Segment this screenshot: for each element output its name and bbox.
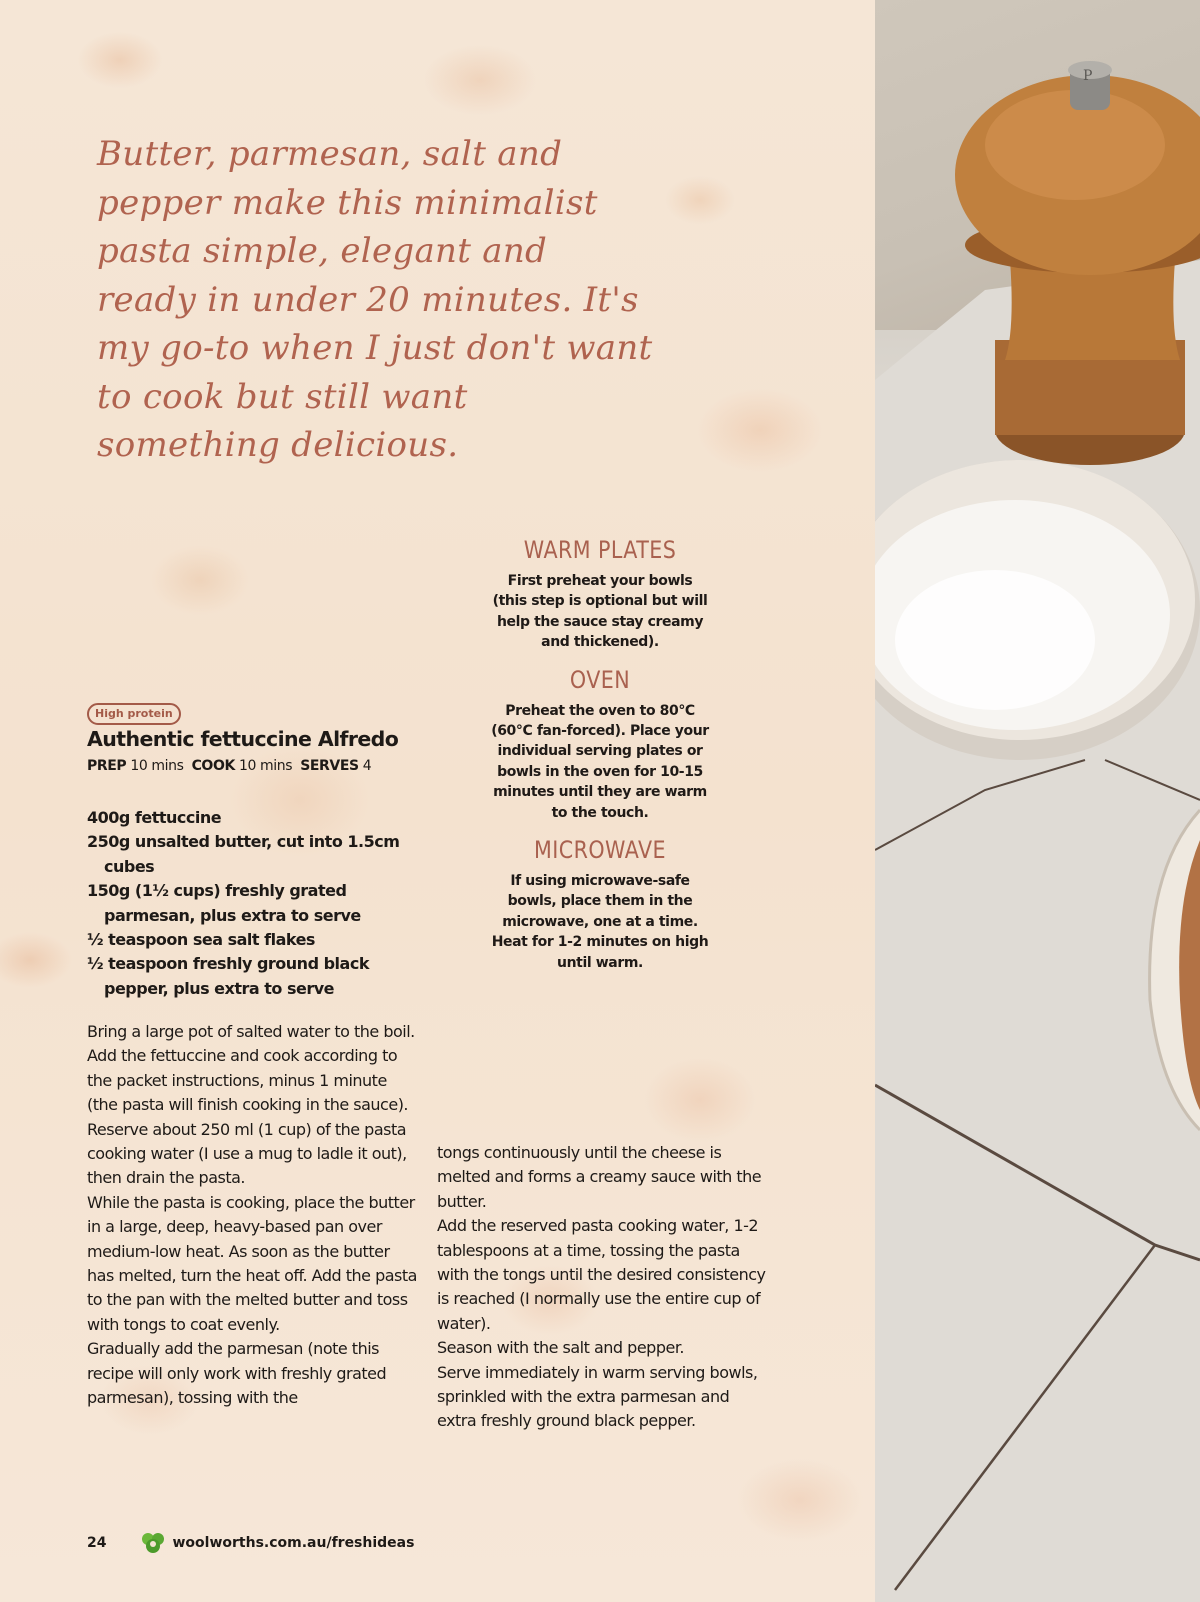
ingredient-item: ½ teaspoon sea salt flakes	[87, 930, 315, 950]
cook-label: COOK	[191, 758, 235, 774]
method-step: tongs continuously until the cheese is melted and forms a creamy sauce with the butter.	[437, 1143, 762, 1211]
cook-value: 10 mins	[238, 758, 293, 774]
recipe-title: Authentic fettuccine Alfredo	[87, 727, 399, 751]
ingredient-item: 400g fettuccine	[87, 808, 222, 827]
tip-title: MICROWAVE	[533, 836, 667, 865]
high-protein-badge: High protein	[87, 703, 181, 725]
method-step: Season with the salt and pepper.	[437, 1338, 685, 1358]
intro-quote: Butter, parmesan, salt and pepper make this minimalist pasta simple, elegant and ready in under 20 minutes. It's my go-to when I just don't want to cook but still want something delicious.	[97, 134, 653, 465]
page-number: 24	[87, 1535, 107, 1551]
page-footer	[87, 1530, 414, 1556]
tip-microwave	[490, 835, 710, 973]
prep-label: PREP	[87, 758, 127, 774]
ingredients-list	[87, 806, 417, 1001]
method-step: Add the reserved pasta cooking water, 1-2 tablespoons at a time, tossing the pasta with the tongs until the desired consistency is reached (I normally use the entire cup of water).	[437, 1216, 766, 1333]
serves-label: SERVES	[300, 758, 359, 774]
method-column-2	[437, 1141, 767, 1434]
woolworths-logo-icon	[140, 1530, 166, 1556]
ingredient-item: ½ teaspoon freshly ground black pepper, plus extra to serve	[87, 954, 369, 998]
method-step: While the pasta is cooking, place the butter in a large, deep, heavy-based pan over medium-low heat. As soon as the butter has melted, turn the heat off. Add the pasta to the pan with the melted butter and toss with tongs to coat evenly.	[87, 1192, 417, 1334]
recipe-meta	[87, 758, 375, 774]
method-step: Serve immediately in warm serving bowls, sprinkled with the extra parmesan and extra freshly ground black pepper.	[437, 1362, 758, 1431]
tip-title: WARM PLATES	[523, 536, 677, 564]
serves-value: 4	[362, 758, 372, 774]
photo-illustration	[875, 0, 1200, 1602]
ingredient-item: 150g (1½ cups) freshly grated parmesan, plus extra to serve	[87, 881, 361, 925]
prep-value: 10 mins	[130, 758, 184, 774]
tip-title: OVEN	[569, 665, 631, 694]
tip-warm-plates	[490, 535, 710, 653]
footer-url[interactable]: woolworths.com.au/freshideas	[172, 1535, 415, 1551]
svg-text:P: P	[1083, 68, 1093, 84]
hero-photo	[875, 0, 1200, 1602]
tip-oven	[490, 665, 710, 823]
tip-body: If using microwave-safe bowls, place them in the microwave, one at a time. Heat for 1-2 minutes on high until warm.	[491, 873, 709, 971]
method-column-1	[87, 1020, 417, 1411]
method-step: Bring a large pot of salted water to the boil. Add the fettuccine and cook according to the packet instructions, minus 1 minute (the pasta will finish cooking in the sauce). Reserve about 250 ml (1 cup) of the pasta cooking water (I use a mug to ladle it out), then drain the pasta.	[87, 1022, 415, 1188]
tip-body: Preheat the oven to 80°C (60°C fan-forced). Place your individual serving plates or bowls in the oven for 10-15 minutes until they are warm to the touch.	[491, 702, 709, 821]
method-step: Gradually add the parmesan (note this recipe will only work with freshly grated parmesan), tossing with the	[87, 1339, 387, 1408]
tip-body: First preheat your bowls (this step is optional but will help the sauce stay creamy and thickened).	[492, 573, 708, 651]
ingredient-item: 250g unsalted butter, cut into 1.5cm cubes	[87, 832, 400, 876]
warm-plates-tips	[490, 535, 710, 985]
